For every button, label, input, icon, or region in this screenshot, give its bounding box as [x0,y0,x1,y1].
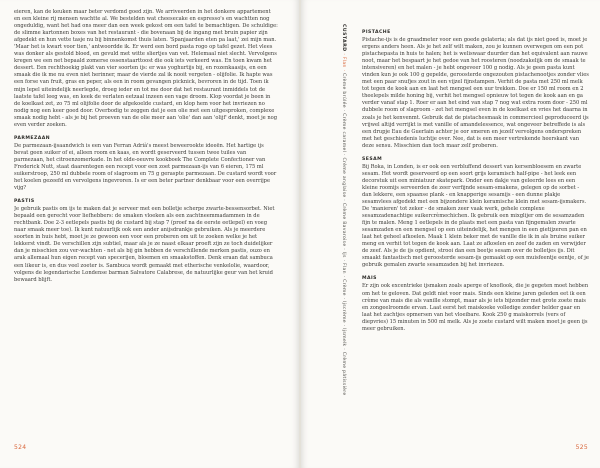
running-head-accent-text: Flan [341,56,346,68]
section-heading-parmezaan: PARMEZAAN [14,135,51,141]
body-paragraph: Pistache-ijs is de graadmeter voor een goede gelateria; als dat ijs niet goed is, moet je ergens anders heen. Als je het zelf wilt maken, zou je kunnen overwegen om een pot pistachepasta in huis te halen; het is weliswaar duurder dan het equivalent aan rauwe noot, maar het bespaart je het gedoe van het roosteren (noodzakelijk om de smaak te intensiveren) en het malen - je hebt ongeveer 100 g nodig. Als je geen pasta kunt vinden kun je ook 100 g gepelde, geroosterde ongezouten pistachenootjes zonder vlies met een paar snufjes zout in een vijzel fijnstampen. Verhit de pasta met 250 ml melk tot tegen de kook aan en laat het mengsel een uur trekken. Doe er 150 ml room en 2 theelepels milde honing bij, verhit het mengsel opnieuw tot tegen de kook aan en ga verder vanaf stap 1. Roer er aan het eind van stap 7 nog wat extra room door - 250 ml dubbele room of slagroom - zet het mengsel even in de koelkast en vries het daarna in zoals je het kenvenmt. Gebruik dat de pistachesmaak in commercieel geproduceerd ijs vrijwel altijd verrijkt is met vanille of amandelessence, wat ongeveer betreffede is als een drupje Eau de Guerlain achter je oor smeren en jezelf vervolgens onderspreken met het geschiedenis luchtje over. Nee, dat is een meer vertrekende heerskant van deze sensu. Misschien dan toch maar zelf proberen. [362,37,589,149]
running-head-chapter: Crème brûlée · Crème caramel · Crème anglaise · Crème Bavaroise · Ijs · Flan · Crème · Ijscrème · Ijsmelk · Crème pâtissière [341,73,346,396]
section-heading-sesam: SESAM [362,156,383,162]
body-paragraph: Bij Roka, in Londen, is er ook een verbluffend dessert van kersenbloesem en zwarte sesam. Het wordt geserveerd op een soort grijs keramisch half-pipe - het leek een decorstuk uit een miniatuur skatepark. Onder een dakje van geleerde lees en een kleine roomijs serveerden de zeer verfijnde sesam-smakens, gelegen op de sorbet - dan lekkere, een spaanse plank - en knapperige sesamijs - een dunne plakje sesamvlees afgedekt met een bijzondere klein keramische klein met sesam-ijsmakers. De 'manieren' tot zeker - de smaken zeer vaak werk, gehele complexe sesamzadenachtige suikercrèmechichen. Ik gebruik een mixglijer om de sesamzaden fijn te malen. Meng 1 eetlepels in de plaats met een pasta van fijngemalen zwarte sesamzaden en een mengsel op een uiteindelijk, het mengen in een gietijzeren pan en laat het geheel afkoelen. Maak 1 klein beker met de vanille die ik in als bruine suiker meng en verhit tot tegen de kook aan. Laat ze afkoelen en zeef de zaden en verwijder de zeef. Als je de ijs opdient, strooi dan een beetje sesam over de bolletjes ijs. Dit smaakt fantastisch met geroosterde sesam-ijs gemaakt op een muisfeentje eentje, of je gebruik gemalen zwarte sesamzaden bij het invriezen. [362,163,589,269]
body-paragraph: eieren, kan de keuken maar beter verdomd goed zijn. We arriveerden in het donkere appartement en een kleine rij mensen wachtte al. We bestelden wat cheesecake en espresso's en wachtten nog ongeduldig, want het had ons meer dan een week gekost om een tafel te bemachtigen. De schuldige: de slimme kartonnen boxes van het restaurant - die bovenaan bij de ingang met bruin papier zijn afgedekt en hun vette tasje nu bij binnenkomst thuis laten. 'Spanjaarden eten pa laat,' zei mijn man. 'Maar het is kwart voor tien,' antwoordde ik. Er werd een bord pasta rogo op tafel gezet. Het vlees was donker als gestold bloed, en gevuld met witte sliertjes van vet. Helemaal niet slecht. Vervolgens kregen we een net bepaald zomerse ossenstaarttoost die ook iets verkeerd was. En toen kwam het dessert. Een rechthoekig plakt van vier soorten ijs: er was yoghurtijs bij, en rozenkaasijs, en een smaak die ik me nu even niet herinner, maar de vierde zal ik nooit vergeten - olijfolie. Ik hapte was een forse van fruit, gras en peper, als een in room gevangen picknick, bevroren in de tijd. Toen ik mijn lepel uiteindelijk neerlegde, droeg ieder en tot me door dat het restaurant inmiddels tot de laatste tafel leeg was, en keek de verlaten eetzaal inzeen een vage droom. Klop voordat je been in de koelkast zet, zo 75 ml olijfolie door de afgekoelde custard, en klop hem voor het invriezen no nodig nog een keer goed door. Overbodig te zeggen dat je een olie met een uitgesproken, complexe smaak nodig hebt - als je bij het proeven van de olie meer aan 'olie' dan aan 'olijf' denkt, moet je nog even verder zoeken. [14,9,278,128]
body-paragraph: Er zijn ook excentrieke ijsmaken zoals aperge of knoflook, die je gegeten moet hebben om het te geloven. Dat geldt niet voor mais. Sinds een kleine jaren geleden eet ik een crème van mais die als vanille stompt, maar als je iets bijzonder met grote zoete mais en zongeelroomde ervan. Laat eerst het maiskoeke volledige zonder helder gaar en laat het zachtjes opmersen van het vloeibare. Kook 250 g maiskorrels (vers of diepvries) 15 minuten in 500 ml melk. Als je zoete custard wilt maken moet je geen ijs meer gebruiken. [362,283,589,332]
body-paragraph: Je gebruik pastis om ijs te maken dat je serveer met een bolletje scherpe zwarte-bessensorbet. Niet bepaald een gerecht voor liefhebbers: de smaken vloeken als een zachtneemmadammen in de rechtbank. Doe 2-3 eetlepels pastis bij de custard bij stap 7 (proef na de eerste eetlepel) en voeg naar smaak meer toe). Ik kunt natuurlijk ook een ander anijsdrankje gebruiken. Als je meerdere soorten in huis hebt, moet je ze gewoon een voor een proberen om uit te zoeken welke je het lekkerst vindt. De verschillen zijn subtiel, maar als je ze naast elkaar proeft zijn ze toch duidelijker dan je misschien zou ver-wachten - net als bij gin hebben de verschillende merken pastis, ouzo en arak allemaal hun eigen recept van specerijen, bloemen en smaakstoffen. Denk eraan dat sambuca een likeur is, en dus veel zoeter is. Sambuca wordt gemaakt met etherische venkelolie, waardoor, volgens de legendarische Londense barman Salvatore Calabrese, de natuurlijke geur van het kruid bewaard blijft. [14,206,275,283]
section-heading-pistache: PISTACHE [362,30,391,35]
left-page-text-column [14,9,278,429]
right-page-text-column [362,29,590,433]
running-head [341,24,346,396]
running-head-title: CUSTARD [341,24,346,52]
body-paragraph: De parmezaan-ijsaandwich is een van Ferran Adrià's meest beweerookte ideeën. Het hartige ijs bevat geen suiker of ei, alleen room en kaas, en wordt geserveerd tussen twee tuiles van parmezaan, het citroenzomerkade. In het olde-oeuvre kookboek The Complete Confectioner van Frederick Nutt, staat daarentegen een recept voor een zoet parmezaan-ijs van 6 eieren, 175 ml suikerstroop, 250 ml dubbele room of slagroom en 75 g geraspte parmezaan. De custard wordt voor het koelen gezeefd en vervolgens ingevroren. Is er een beter partner denkbaar voor een overrijpe vijg? [14,142,277,192]
section-heading-mais: MAIS [362,276,377,282]
running-head-accent: · Flan · [341,53,346,74]
page-number: 525 [575,444,588,451]
left-page [0,0,299,468]
page-number: 524 [14,444,27,451]
section-heading-pastis: PASTIS [14,199,35,205]
